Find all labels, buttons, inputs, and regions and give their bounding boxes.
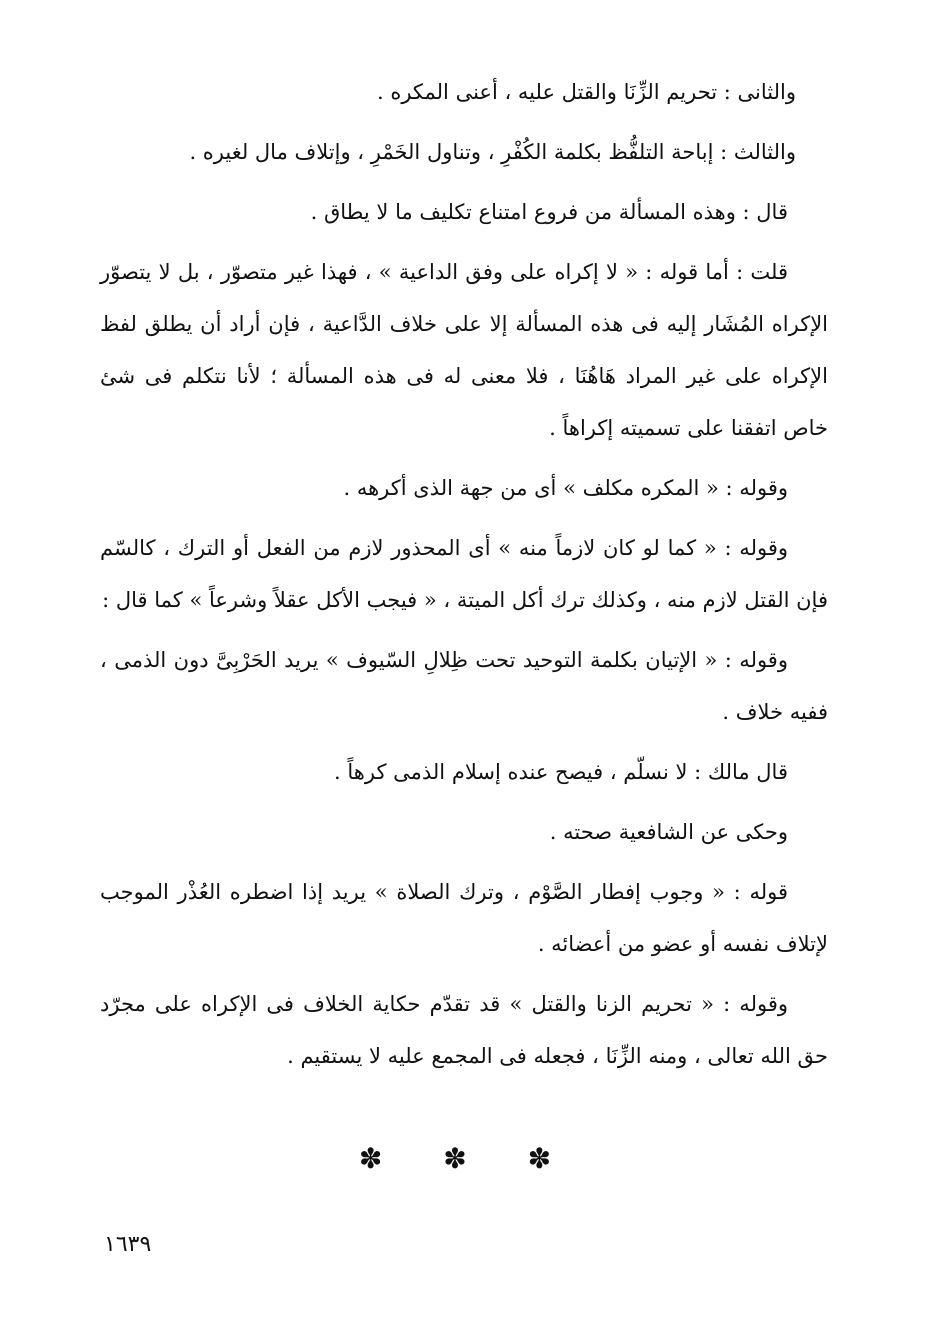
- paragraph-tawhid: وقوله : « الإتيان بكلمة التوحيد تحت ظِلالِ السّيوف » يريد الحَرْبِىَّ دون الذمى ، ففيه خلاف .: [100, 648, 828, 724]
- paragraph-second-point: والثانى : تحريم الزِّنَا والقتل عليه ، أعنى المكره .: [376, 80, 796, 104]
- paragraph-lazim: وقوله : « كما لو كان لازماً منه » أى المحذور لازم من الفعل أو الترك ، كالسّم فإن القتل لازم منه ، وكذلك ترك أكل الميتة ، « فيجب الأكل عقلاً وشرعاً » كما قال :: [100, 536, 828, 612]
- paragraph-mukrah-mukallaf: وقوله : « المكره مكلف » أى من جهة الذى أكرهه .: [343, 476, 788, 500]
- paragraph-shafiiya: وحكى عن الشافعية صحته .: [549, 820, 788, 844]
- body-text: [100, 66, 828, 1090]
- paragraph-malik: قال مالك : لا نسلّم ، فيصح عنده إسلام الذمى كرهاً .: [334, 760, 788, 784]
- paragraph-fasting: قوله : « وجوب إفطار الصَّوْم ، وترك الصلاة » يريد إذا اضطره العُذْر الموجب لإتلاف نفسه أو عضو من أعضائه .: [100, 880, 828, 956]
- page-number: ١٦٣٩: [104, 1232, 152, 1257]
- paragraph-zina: وقوله : « تحريم الزنا والقتل » قد تقدّم حكاية الخلاف فى الإكراه على مجرّد حق الله تعالى ، ومنه الزِّنَا ، فجعله فى المجمع عليه لا يستقيم .: [100, 992, 828, 1068]
- paragraph-quote-qala: قال : وهذه المسألة من فروع امتناع تكليف ما لا يطاق .: [310, 200, 788, 224]
- section-divider: ✽ ✽ ✽: [358, 1142, 578, 1175]
- paragraph-commentary-qultu: قلت : أما قوله : « لا إكراه على وفق الداعية » ، فهذا غير متصوّر ، بل لا يتصوّر الإكراه المُشَار إليه فى هذه المسألة إلا على خلاف الدَّاعية ، فإن أراد أن يطلق لفظ الإكراه على غير المراد هَاهُنَا ، فلا معنى له فى هذه المسألة ؛ لأنا نتكلم فى شئ خاص اتفقنا على تسميته إكراهاً .: [100, 260, 828, 440]
- paragraph-third-point: والثالث : إباحة التلفُّظ بكلمة الكُفْرِ ، وتناول الخَمْرِ ، وإتلاف مال لغيره .: [189, 140, 796, 164]
